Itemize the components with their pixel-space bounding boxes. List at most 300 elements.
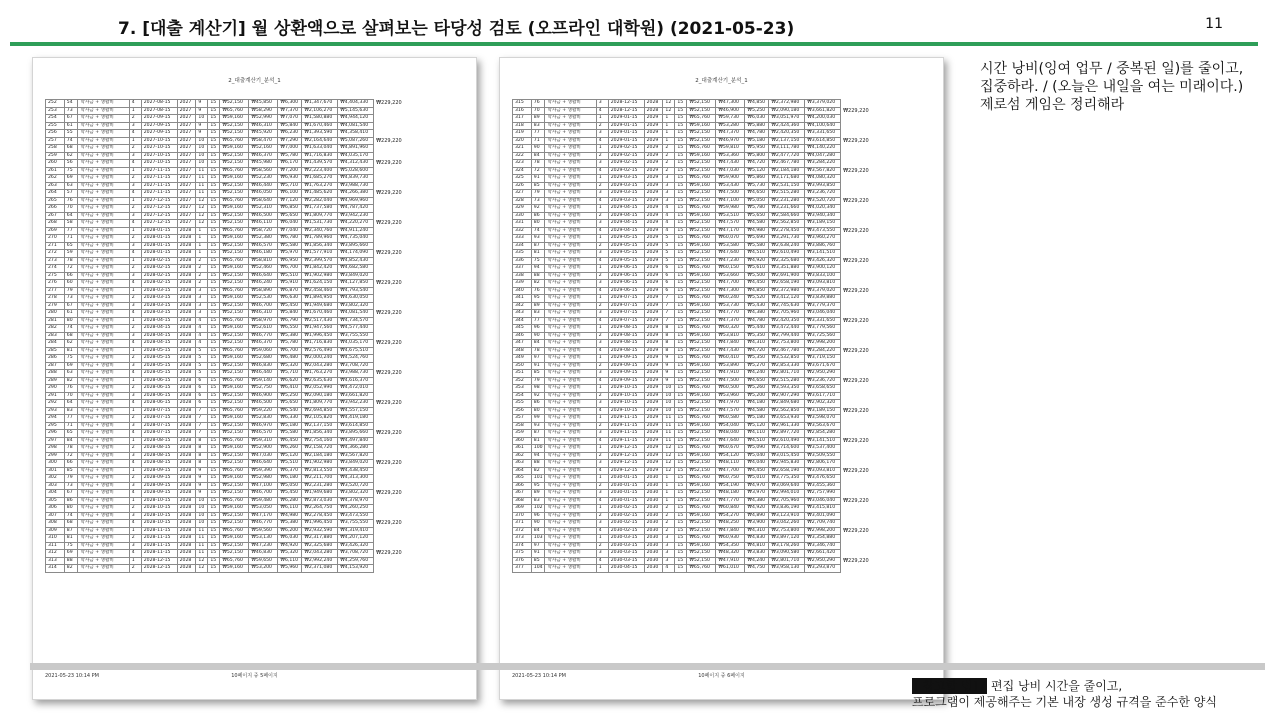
table-cell: ₩229,220 [843,317,869,324]
table-cell: 학자금 + 생활비 [545,197,596,205]
table-cell [841,310,872,318]
table-cell: ₩65,760 [220,437,249,445]
table-cell: ₩4,438,450 [338,467,374,475]
table-cell: ₩4,153,920 [338,565,374,573]
table-cell: 15 [675,482,687,490]
table-cell: 4 [596,347,608,355]
table-cell: ₩4,035,170 [338,152,374,160]
table-cell: 학자금 + 생활비 [545,475,596,483]
table-cell: 15 [675,107,687,115]
table-cell: ₩3,331,650 [805,130,841,138]
bottom-note-line [912,678,1272,694]
table-cell: 93 [531,422,545,430]
table-cell [841,505,872,513]
table-cell: 2 [596,272,608,280]
table-cell: 3 [596,460,608,468]
table-cell: 2027-08-15 [141,107,177,115]
table-cell: 102 [531,505,545,513]
table-cell: 74 [64,137,78,145]
table-cell: ₩3,671,670 [805,362,841,370]
table-cell: 학자금 + 생활비 [545,452,596,460]
table-cell: 학자금 + 생활비 [545,557,596,565]
table-cell: 67 [64,490,78,498]
table-cell: 15 [208,437,220,445]
table-cell: 2027-09-15 [141,115,177,123]
table-cell: ₩4,630,050 [338,295,374,303]
table-cell: ₩5,730 [745,182,769,190]
table-cell: 84 [64,437,78,445]
table-row [46,437,405,445]
table-cell: ₩3,520,720 [338,482,374,490]
table-row [46,520,405,528]
table-cell: ₩4,220,270 [338,220,374,228]
table-cell: 학자금 + 생활비 [78,227,129,235]
table-cell: ₩2,164,640 [302,137,338,145]
table-cell: 2027 [177,205,196,213]
table-cell [841,565,872,573]
table-cell: ₩229,220 [376,190,402,196]
table-cell: ₩47,640 [716,437,745,445]
table-cell: ₩59,560 [249,527,278,535]
table-cell: ₩3,093,810 [805,467,841,475]
table-cell: ₩59,160 [687,182,716,190]
table-cell: 259 [46,152,65,160]
table-cell: 73 [64,107,78,115]
table-cell: 2029-11-15 [608,430,644,438]
table-cell: 3 [596,550,608,558]
table-cell: 1 [129,527,141,535]
table-cell: 15 [208,377,220,385]
table-cell: 2027 [177,197,196,205]
table-cell: 3 [663,542,675,550]
table-cell: 3 [596,340,608,348]
table-cell: 학자금 + 생활비 [545,490,596,498]
table-cell: 15 [675,542,687,550]
table-cell: ₩2,753,800 [769,340,805,348]
table-cell: 2028 [177,242,196,250]
table-cell: 282 [46,325,65,333]
table-cell [374,565,405,573]
table-cell: ₩65,760 [220,167,249,175]
table-cell: 4 [596,227,608,235]
table-cell: ₩3,069,640 [769,482,805,490]
table-cell: 2028-06-15 [141,392,177,400]
table-cell: 학자금 + 생활비 [78,197,129,205]
table-cell: 330 [513,212,532,220]
table-cell: 15 [208,287,220,295]
table-row [46,160,405,168]
table-cell: ₩52,830 [249,415,278,423]
table-cell: ₩52,150 [220,100,249,108]
table-cell: ₩47,230 [249,542,278,550]
table-cell: 2 [596,302,608,310]
table-cell: 301 [46,467,65,475]
table-row [513,235,872,243]
table-cell: 87 [64,527,78,535]
table-cell: 10 [196,497,208,505]
table-cell: 학자금 + 생활비 [78,100,129,108]
table-cell: 254 [46,115,65,123]
table-cell [374,287,405,295]
table-cell: 71 [531,137,545,145]
table-row [513,527,872,535]
table-cell: 2030 [644,520,663,528]
table-cell: 학자금 + 생활비 [78,565,129,573]
table-cell: 15 [675,242,687,250]
table-cell: 15 [208,520,220,528]
table-cell: 71 [64,422,78,430]
table-cell: 2 [129,115,141,123]
table-cell: ₩46,500 [249,400,278,408]
table-cell: ₩52,150 [220,370,249,378]
bottom-note-line: 프로그램이 제공해주는 기본 내장 생성 규격을 준수한 양식 [912,695,1217,709]
table-cell: 15 [675,302,687,310]
table-cell: ₩59,480 [249,497,278,505]
table-cell: 10 [663,407,675,415]
table-cell [374,272,405,280]
table-cell: 2 [129,235,141,243]
table-cell: 2028-02-15 [141,265,177,273]
table-cell: ₩2,745,630 [769,302,805,310]
table-cell: 295 [46,422,65,430]
table-cell: ₩5,320 [278,550,302,558]
table-cell: 340 [513,287,532,295]
table-cell: ₩4,174,090 [338,250,374,258]
table-cell: 12 [196,220,208,228]
table-cell: 76 [531,100,545,108]
table-cell: 3 [129,422,141,430]
table-cell: ₩2,994,010 [769,490,805,498]
table-cell: ₩52,150 [220,130,249,138]
table-cell: 15 [675,317,687,325]
table-cell: 72 [64,265,78,273]
table-cell: 11 [196,542,208,550]
table-cell: 학자금 + 생활비 [78,242,129,250]
table-row [513,347,872,355]
table-cell: 255 [46,122,65,130]
table-cell: ₩4,497,840 [338,437,374,445]
table-cell: 3 [596,400,608,408]
table-cell: ₩52,150 [687,490,716,498]
table-row [46,145,405,153]
table-cell: ₩58,720 [249,227,278,235]
table-cell: 4 [596,497,608,505]
table-cell: ₩65,760 [687,535,716,543]
table-cell: ₩4,510 [745,437,769,445]
table-cell: 2029-10-15 [608,400,644,408]
table-cell: 2028 [177,535,196,543]
table-cell: ₩5,028,600 [338,167,374,175]
table-cell: ₩7,290 [278,137,302,145]
table-row [513,407,872,415]
table-cell [841,190,872,198]
table-cell: ₩60,150 [716,265,745,273]
table-cell: 326 [513,182,532,190]
table-cell: 77 [64,227,78,235]
table-cell: ₩4,319,410 [338,527,374,535]
table-cell: 4 [663,212,675,220]
table-cell: ₩2,813,550 [302,467,338,475]
table-cell: 83 [531,122,545,130]
table-cell: 1 [596,325,608,333]
table-cell: ₩1,531,730 [302,220,338,228]
table-cell: 15 [208,122,220,130]
bottom-note-text: 편집 낭비 시간을 줄이고, [987,679,1123,693]
table-row [46,100,405,108]
table-cell: ₩5,270 [745,362,769,370]
table-cell: ₩47,840 [716,340,745,348]
table-cell: ₩46,770 [249,520,278,528]
table-cell: 학자금 + 생활비 [78,235,129,243]
table-cell: 5 [663,257,675,265]
table-cell: ₩5,860 [745,175,769,183]
table-cell [841,340,872,348]
table-cell: 271 [46,242,65,250]
table-cell: 58 [64,220,78,228]
table-cell: ₩2,610,490 [769,250,805,258]
table-row [513,160,872,168]
table-cell: 2028 [177,325,196,333]
table-cell: 2028 [177,362,196,370]
table-cell: 학자금 + 생활비 [78,220,129,228]
table-cell: 337 [513,265,532,273]
table-cell [374,205,405,213]
table-cell: 2028-01-15 [141,242,177,250]
table-cell: 11 [196,175,208,183]
table-cell: ₩4,207,120 [338,535,374,543]
table-cell: ₩7,040 [278,227,302,235]
table-cell [841,415,872,423]
table-cell: 15 [675,122,687,130]
table-cell: 2028 [177,460,196,468]
table-cell: 1 [596,535,608,543]
table-cell: ₩4,650 [745,190,769,198]
table-cell: 2029 [644,205,663,213]
table-cell: 2029-01-15 [608,130,644,138]
table-cell: ₩5,320 [278,362,302,370]
table-cell: 15 [675,565,687,573]
table-cell: ₩59,160 [220,145,249,153]
table-cell: 2029 [644,160,663,168]
table-cell: 261 [46,167,65,175]
table-cell: ₩3,401,090 [805,512,841,520]
table-cell: ₩5,580 [745,242,769,250]
table-cell: 4 [129,250,141,258]
table-cell: ₩4,140,220 [805,145,841,153]
table-cell: ₩2,661,420 [805,550,841,558]
table-cell: 7 [663,302,675,310]
table-cell: ₩65,760 [687,565,716,573]
table-cell: ₩60,750 [716,475,745,483]
table-cell: 15 [208,542,220,550]
table-cell: 3 [596,100,608,108]
table-cell: ₩47,700 [716,280,745,288]
table-cell: 15 [208,212,220,220]
table-cell: 307 [46,512,65,520]
table-cell: 355 [513,400,532,408]
table-cell: 2 [129,505,141,513]
table-row [513,250,872,258]
table-cell: 3 [596,220,608,228]
table-cell: 2 [663,512,675,520]
table-cell: 학자금 + 생활비 [78,475,129,483]
table-cell: 2027-10-15 [141,145,177,153]
table-cell: 2028 [177,295,196,303]
table-cell: 학자금 + 생활비 [78,152,129,160]
table-cell [841,122,872,130]
table-cell: ₩1,947,560 [302,325,338,333]
table-cell: 1 [596,505,608,513]
table-cell: 학자금 + 생활비 [545,115,596,123]
table-cell: ₩52,150 [220,362,249,370]
table-cell [841,490,872,498]
table-cell: 2 [596,332,608,340]
table-cell: 2029-04-15 [608,220,644,228]
table-cell: 15 [675,257,687,265]
table-cell: 3 [663,190,675,198]
table-cell: ₩5,800 [745,152,769,160]
table-cell: ₩6,260 [278,445,302,453]
table-cell: 2028 [177,422,196,430]
table-cell: 2030 [644,565,663,573]
table-cell: ₩5,520 [745,295,769,303]
table-cell: ₩65,760 [220,467,249,475]
table-cell: 2029 [644,287,663,295]
table-cell: 15 [208,370,220,378]
table-cell: 2 [129,535,141,543]
table-cell: 2029-12-15 [608,445,644,453]
table-cell: 2029-08-15 [608,347,644,355]
table-cell: 373 [513,535,532,543]
table-cell: ₩2,801,710 [769,370,805,378]
table-cell: ₩4,980 [745,227,769,235]
table-row [513,152,872,160]
table-cell: 학자금 + 생활비 [78,302,129,310]
table-cell: ₩48,180 [716,490,745,498]
table-cell [374,385,405,393]
table-cell: 94 [531,452,545,460]
table-cell: 학자금 + 생활비 [78,340,129,348]
table-cell: ₩6,620 [278,377,302,385]
table-cell: ₩45,980 [249,160,278,168]
table-cell: 학자금 + 생활비 [78,392,129,400]
table-cell: ₩59,310 [249,437,278,445]
table-cell: ₩4,180 [745,400,769,408]
table-cell: ₩52,150 [220,332,249,340]
table-cell: 학자금 + 생활비 [78,332,129,340]
table-cell: ₩1,716,830 [302,152,338,160]
table-cell: 265 [46,197,65,205]
table-cell: 2028 [177,497,196,505]
table-cell: ₩54,270 [716,512,745,520]
table-cell: 2029-10-15 [608,407,644,415]
table-cell: 2029-07-15 [608,310,644,318]
table-cell: 263 [46,182,65,190]
table-cell: 2028 [177,385,196,393]
table-cell: ₩3,415,810 [805,505,841,513]
table-cell: 15 [675,310,687,318]
table-cell [841,475,872,483]
table-cell: ₩3,779,370 [805,302,841,310]
table-cell: 9 [663,355,675,363]
table-cell [374,235,405,243]
table-cell: ₩1,902,980 [302,460,338,468]
table-cell: ₩5,180 [278,422,302,430]
table-cell: 2028 [177,527,196,535]
table-cell: 371 [513,520,532,528]
table-cell [841,152,872,160]
table-cell: ₩2,658,190 [769,280,805,288]
table-cell: ₩2,399,570 [302,257,338,265]
table-cell: 15 [208,347,220,355]
table-cell: 278 [46,295,65,303]
table-cell: ₩5,970 [278,250,302,258]
table-cell: 1 [596,295,608,303]
table-cell: 70 [64,205,78,213]
table-cell: ₩3,886,760 [805,242,841,250]
table-cell: ₩2,340,760 [302,227,338,235]
table-cell: ₩59,060 [249,347,278,355]
table-cell: ₩3,093,810 [805,280,841,288]
table-cell: 2029 [644,302,663,310]
table-cell [841,265,872,273]
table-cell: ₩4,020,340 [805,205,841,213]
table-cell: ₩4,810 [745,542,769,550]
table-cell: 9 [663,377,675,385]
table-cell: 2 [596,422,608,430]
table-cell: 2027-09-15 [141,130,177,138]
table-cell: ₩52,150 [687,520,716,528]
table-cell: 2029 [644,422,663,430]
table-cell: 86 [531,212,545,220]
table-cell: 94 [531,265,545,273]
table-cell: 2027 [177,167,196,175]
table-cell: 1 [129,497,141,505]
table-cell: ₩46,180 [249,250,278,258]
table-cell: 82 [531,280,545,288]
table-cell: ₩2,992,240 [302,557,338,565]
table-cell: 6 [663,287,675,295]
table-cell: 329 [513,205,532,213]
table-cell: ₩3,775,350 [769,475,805,483]
table-row [46,482,405,490]
table-cell: 2028-10-15 [141,505,177,513]
table-cell: ₩52,610 [249,325,278,333]
table-cell: 2029-02-15 [608,160,644,168]
table-cell: 78 [531,347,545,355]
table-cell: ₩47,170 [716,227,745,235]
table-cell: ₩3,178,260 [769,542,805,550]
table-cell: ₩3,897,120 [769,535,805,543]
table-cell: 2029 [644,430,663,438]
table-cell: 2029-04-15 [608,212,644,220]
table-cell: ₩59,160 [687,482,716,490]
table-cell: 15 [675,235,687,243]
table-cell: 83 [531,497,545,505]
table-cell: ₩65,760 [687,385,716,393]
table-cell: ₩1,716,830 [302,340,338,348]
table-cell: 2028 [177,235,196,243]
table-cell: 319 [513,130,532,138]
table-row [513,475,872,483]
table-cell: 2029 [644,332,663,340]
schedule-table [512,99,872,573]
table-cell: ₩1,633,040 [302,145,338,153]
table-cell: ₩3,111,780 [769,145,805,153]
table-row [513,535,872,543]
table-cell: ₩59,160 [687,212,716,220]
table-cell: 학자금 + 생활비 [78,347,129,355]
